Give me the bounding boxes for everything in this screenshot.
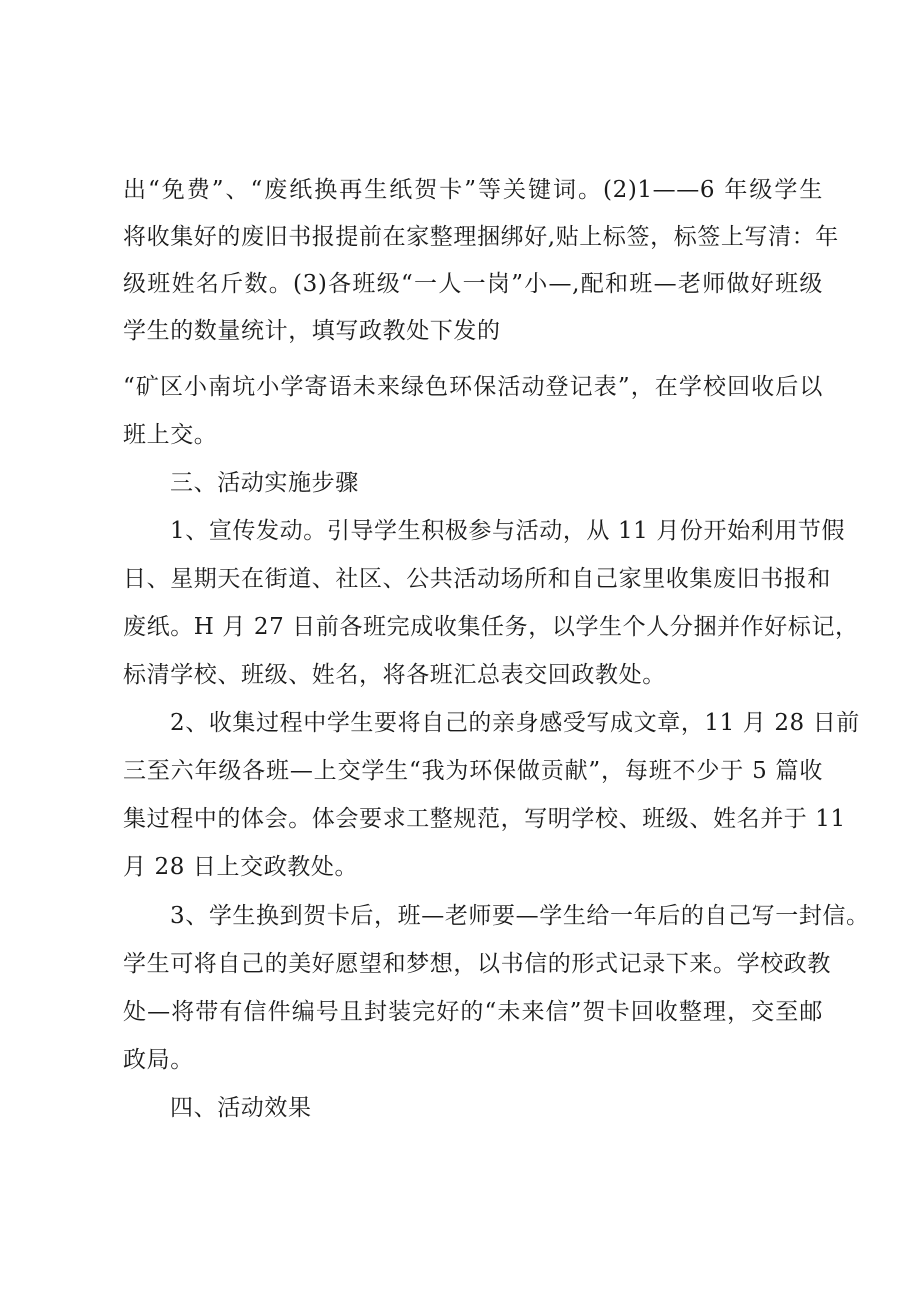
text-line: 废纸。H 月 27 日前各班完成收集任务，以学生个人分捆并作好标记， xyxy=(123,614,859,640)
text-line: 出“免费”、“废纸换再生纸贺卡”等关键词。(2)1——6 年级学生 xyxy=(123,177,823,203)
text-line: 学生可将自己的美好愿望和梦想，以书信的形式记录下来。学校政教 xyxy=(123,951,831,977)
paragraph-first-line: 3、学生换到贺卡后，班—老师要—学生给一年后的自己写一封信。 xyxy=(170,903,870,929)
text-line: 处—将带有信件编号且封装完好的“未来信”贺卡回收整理，交至邮 xyxy=(123,999,823,1025)
text-line: 政局。 xyxy=(123,1047,194,1073)
section-heading: 三、活动实施步骤 xyxy=(170,470,359,496)
paragraph-first-line: 1、宣传发动。引导学生积极参与活动，从 11 月份开始利用节假 xyxy=(170,518,846,544)
section-heading: 四、活动效果 xyxy=(170,1095,312,1121)
text-line: 三至六年级各班—上交学生“我为环保做贡献”，每班不少于 5 篇收 xyxy=(123,758,823,784)
text-line: 日、星期天在街道、社区、公共活动场所和自己家里收集废旧书报和 xyxy=(123,566,831,592)
text-line: 集过程中的体会。体会要求工整规范，写明学校、班级、姓名并于 11 xyxy=(123,806,846,832)
text-line: 学生的数量统计，填写政教处下发的 xyxy=(123,318,501,344)
text-line: “矿区小南坑小学寄语未来绿色环保活动登记表”，在学校回收后以 xyxy=(123,374,823,400)
text-line: 级班姓名斤数。(3)各班级“一人一岗”小—,配和班—老师做好班级 xyxy=(123,271,823,297)
paragraph-first-line: 2、收集过程中学生要将自己的亲身感受写成文章，11 月 28 日前 xyxy=(170,710,860,736)
text-line: 月 28 日上交政教处。 xyxy=(123,854,359,880)
text-line: 将收集好的废旧书报提前在家整理捆绑好,贴上标签，标签上写清：年 xyxy=(123,224,839,250)
text-line: 标清学校、班级、姓名，将各班汇总表交回政教处。 xyxy=(123,662,666,688)
text-line: 班上交。 xyxy=(123,422,218,448)
